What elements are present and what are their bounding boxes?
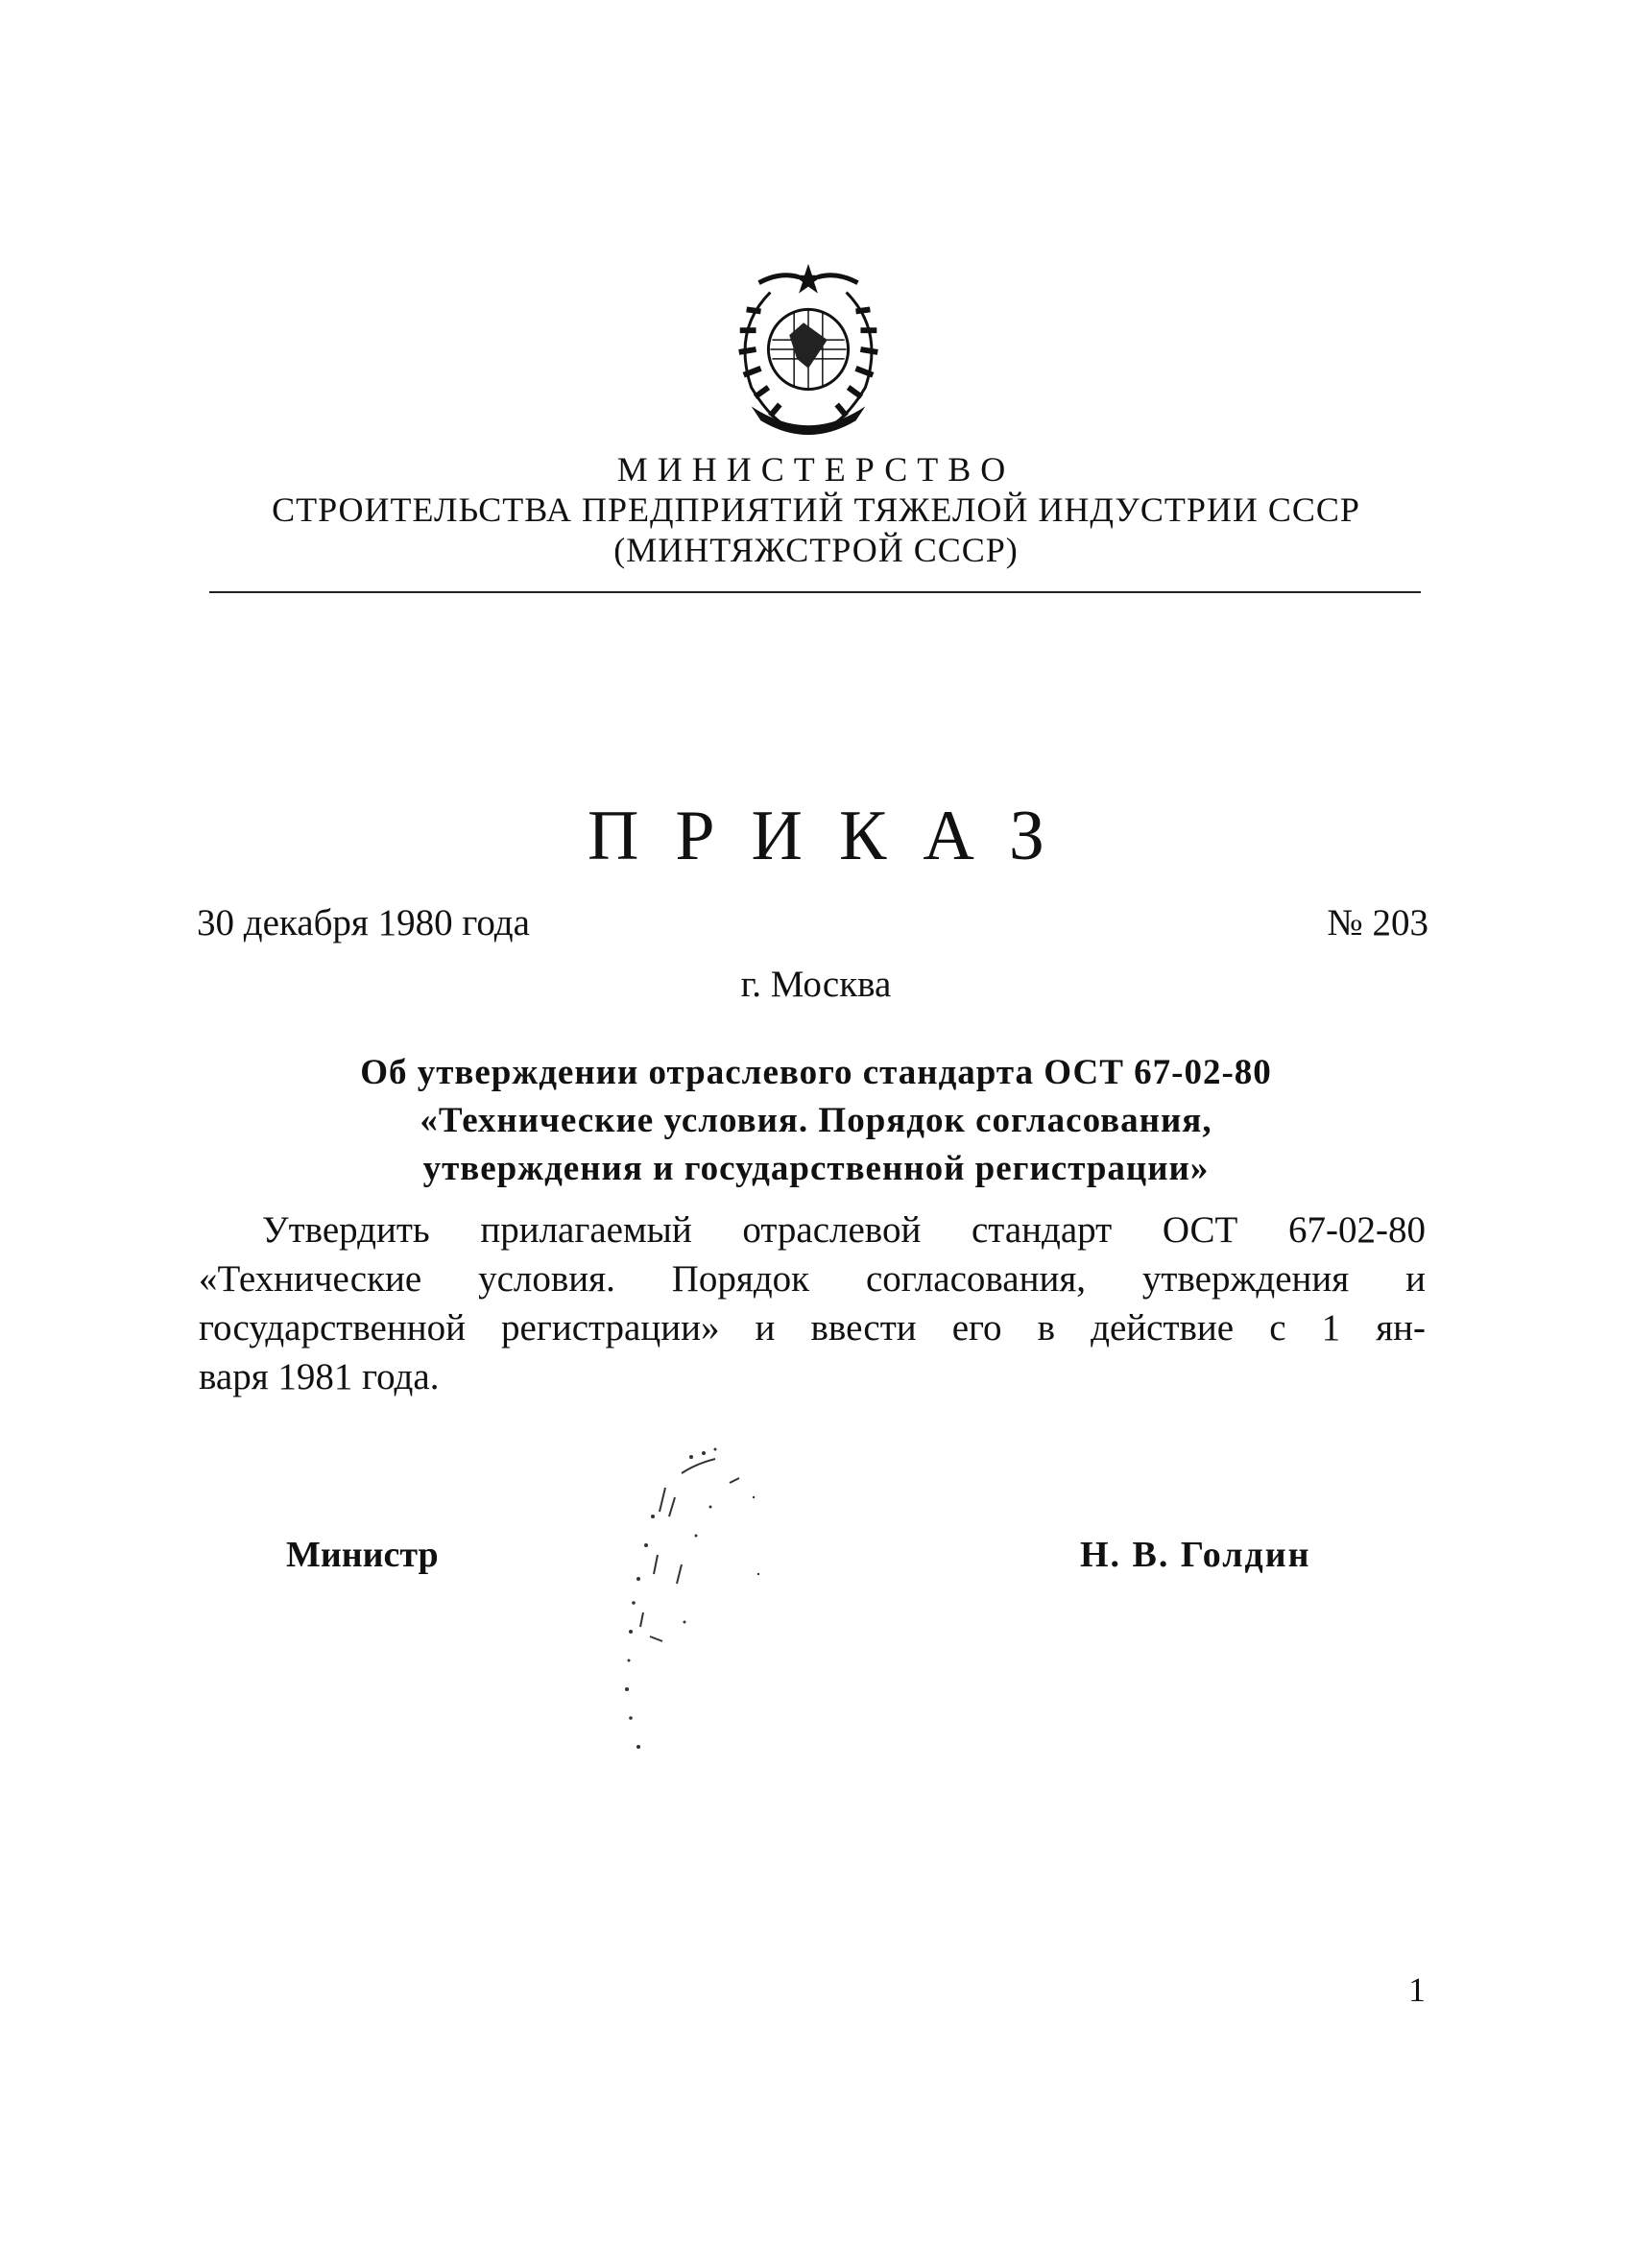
subject-line-3: утверждения и государственной регистрации» — [422, 1149, 1210, 1188]
faint-stamp-icon — [562, 1430, 792, 1785]
order-date: 30 декабря 1980 года — [197, 902, 530, 943]
body-line-4: варя 1981 года. — [199, 1356, 440, 1397]
ministry-line-1: МИНИСТЕРСТВО — [616, 450, 1016, 489]
ministry-header — [192, 449, 1440, 570]
signatory-name: Н. В. Голдин — [1080, 1535, 1311, 1575]
signatory-title: Министр — [286, 1535, 439, 1575]
order-body — [199, 1206, 1426, 1401]
order-title: ПРИКАЗ — [587, 797, 1082, 875]
subject-line-2: «Технические условия. Порядок согласования, — [420, 1101, 1212, 1140]
body-line-1: Утвердить прилагаемый отраслевой стандарт ОСТ 67-02-80 — [262, 1209, 1426, 1251]
ministry-line-3: (МИНТЯЖСТРОЙ СССР) — [613, 531, 1019, 569]
subject-line-1: Об утверждении отраслевого стандарта ОСТ 67-02-80 — [360, 1053, 1272, 1092]
order-place: г. Москва — [740, 964, 892, 1005]
body-line-2: «Технические условия. Порядок согласования, утверждения и — [199, 1258, 1426, 1300]
ministry-line-2: СТРОИТЕЛЬСТВА ПРЕДПРИЯТИЙ ТЯЖЕЛОЙ ИНДУСТРИИ СССР — [272, 490, 1360, 529]
page-number: 1 — [1408, 1970, 1426, 2009]
ussr-coat-of-arms-icon — [713, 254, 903, 444]
order-subject — [211, 1049, 1421, 1193]
header-divider — [209, 591, 1421, 593]
body-line-3: государственной регистрации» и ввести его в действие с 1 ян- — [199, 1307, 1426, 1349]
order-number: № 203 — [1327, 902, 1428, 943]
